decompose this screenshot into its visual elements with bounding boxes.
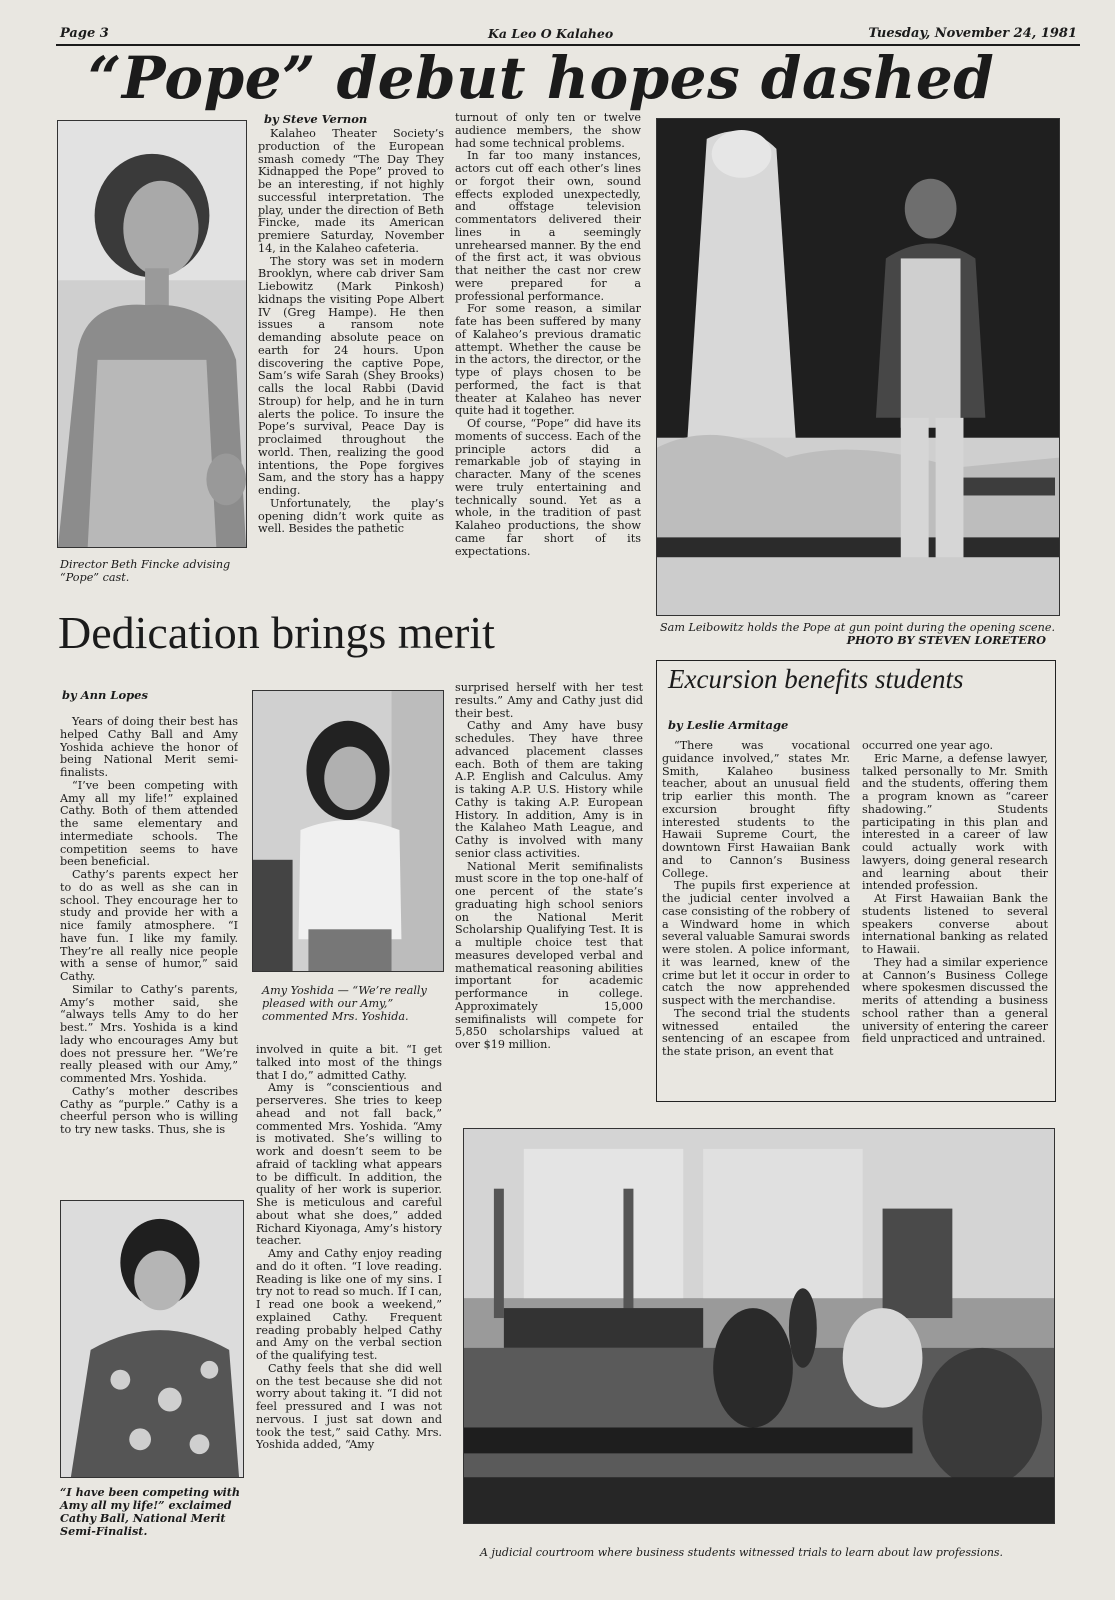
photo-credit: PHOTO BY STEVEN LORETERO (846, 633, 1046, 647)
amy-photo (252, 690, 444, 972)
merit-col2-p3: Amy and Cathy enjoy reading and do it often. “I love reading. Reading is like one of my sins. I try not to read so much. If I can, I read one book a weekend,” explained Cathy. Frequent reading probably helped Cathy and Amy on the verbal section of the qualifying test. (256, 1247, 442, 1362)
stage-photo (656, 118, 1060, 616)
merit-column-2 (256, 1044, 442, 1536)
pope-col1-p2: The story was set in modern Brooklyn, where cab driver Sam Liebowitz (Mark Pinkosh) kidnaps the visiting Pope Albert IV (Greg Hampe). He then issues a ransom note demanding absolute peace on earth for 24 hours. Upon discovering the captive Pope, Sam’s wife Sarah (Shey Brooks) calls the local Rabbi (David Stroup) for help, and he in turn alerts the police. To insure the Pope’s survival, Peace Day is proclaimed throughout the world. Then, realizing the good intentions, the Pope forgives Sam, and the story has a happy ending. (258, 254, 444, 497)
pope-col2-p3: For some reason, a similar fate has been suffered by many of Kalaheo’s previous dramatic attempt. Whether the cause be in the actors, the director, or the type of plays chosen to be performed, the fact is that theater at Kalaheo has never quite had it together. (455, 302, 641, 418)
pope-byline: by Steve Vernon (264, 112, 368, 126)
issue-date: Tuesday, November 24, 1981 (868, 26, 1077, 41)
merit-col1-p5: Cathy’s mother describes Cathy as “purple.” Cathy is a cheerful person who is willing to try new tasks. Thus, she is (60, 1084, 238, 1136)
excursion-col1-p3: The second trial the students witnessed entailed the sentencing of an escapee from the state prison, an event that (662, 1006, 850, 1058)
merit-col1-p4: Similar to Cathy’s parents, Amy’s mother said, she “always tells Amy to do her best.” Mrs. Yoshida is a kind lady who encourages Amy but does not pressure her. “We’re really pleased with our Amy,” commented Mrs. Yoshida. (60, 982, 238, 1085)
excursion-col2-p1: occurred one year ago. (862, 740, 994, 752)
pope-col2-p1: turnout of only ten or twelve audience members, the show had some technical problems. (455, 112, 641, 150)
excursion-headline: Excursion benefits students (668, 664, 964, 694)
director-photo-caption: Director Beth Fincke advising “Pope” cast. (60, 558, 231, 584)
merit-col1-p3: Cathy’s parents expect her to do as well as she can in school. They encourage her to study and provide her with a nice family atmosphere. “I have fun. I like my family. They’re all really nice people with a sense of humor,” said Cathy. (60, 868, 238, 983)
merit-col2-p1: involved in quite a bit. “I get talked into most of the things that I do,” admitted Cathy. (256, 1044, 442, 1082)
page-number: Page 3 (60, 26, 109, 41)
paper-name: Ka Leo O Kalaheo (488, 26, 614, 41)
pope-column-2 (455, 112, 641, 606)
merit-headline: Dedication brings merit (58, 607, 495, 658)
director-photo (57, 120, 247, 548)
pope-col2-p4: Of course, “Pope” did have its moments of success. Each of the principle actors did a remarkable job of staying in character. Many of the scenes were truly entertaining and technically sound. Yet as a whole, in the tradition of past Kalaheo productions, the show came far short of its expectations. (455, 417, 641, 558)
stage-caption-text: Sam Leibowitz holds the Pope at gun point during the opening scene. (660, 621, 1056, 634)
merit-col2-p4: Cathy feels that she did well on the test because she did not worry about taking it. “I did not feel pressured and I was not nervous. I just sat down and took the test,” said Cathy. Mrs. Yoshida added, “Amy (256, 1361, 442, 1452)
pope-col1-p3: Unfortunately, the play’s opening didn’t work quite as well. Besides the pathetic (258, 496, 444, 536)
stage-photo-caption (660, 621, 1060, 647)
cathy-photo (60, 1200, 244, 1478)
excursion-col2-p4: They had a similar experience at Cannon’s Business College where spokesmen discussed the merits of attending a business school rather than a general university of entering the career field unpracticed and untrained. (862, 955, 1048, 1046)
merit-col3-p2: Cathy and Amy have busy schedules. They have three advanced placement classes each. Both of them are taking A.P. English and Calculus. Amy is taking A.P. U.S. History while Cathy is taking A.P. European History. In addition, Amy is in the Kalaheo Math League, and Cathy is involved with many senior class activities. (455, 719, 643, 860)
merit-col3-p3: National Merit semifinalists must score in the top one-half of one percent of the state’s graduating high school seniors on the National Merit Scholarship Qualifying Test. It is a multiple choice test that measures developed verbal and mathematical reasoning abilities important for academic performance in college. Approximately 15,000 semifinalists will compete for 5,850 scholarships valued at over $19 million. (455, 859, 643, 1051)
merit-col3-p1: surprised herself with her test results.” Amy and Cathy just did their best. (455, 682, 643, 720)
merit-col1-p2: “I’ve been competing with Amy all my life!” explained Cathy. Both of them attended the same elementary and intermediate schools. The competition seems to have been beneficial. (60, 778, 238, 869)
merit-column-1 (60, 716, 238, 1168)
excursion-col2-p3: At First Hawaiian Bank the students listened to several speakers converse about international banking as related to Hawaii. (862, 892, 1048, 956)
merit-col2-p2: Amy is “conscientious and perserveres. She tries to keep ahead and not fall back,” commented Mrs. Yoshida. “Amy is motivated. She’s willing to work and doesn’t seem to be afraid of tackling what appears to be difficult. In addition, the quality of her work is superior. She is meticulous and careful about what she does,” added Richard Kiyonaga, Amy’s history teacher. (256, 1081, 442, 1248)
excursion-column-1 (662, 740, 850, 1096)
merit-column-3 (455, 682, 643, 1122)
pope-col1-p1: Kalaheo Theater Society’s production of the European smash comedy “The Day They Kidnapped the Pope” proved to be an interesting, if not highly successful interpretation. The play, under the direction of Beth Fincke, made its American premiere Saturday, November 14, in the Kalaheo cafeteria. (258, 128, 444, 255)
courtroom-photo-caption: A judicial courtroom where business students witnessed trials to learn about law professions. (480, 1546, 1004, 1559)
merit-byline: by Ann Lopes (62, 688, 148, 702)
pope-col2-p2: In far too many instances, actors cut off each other’s lines or forgot their own, sound effects exploded unexpectedly, and offstage television commentators delivered their lines in a seemingly unrehearsed manner. By the end of the first act, it was obvious that neither the cast nor crew were prepared for a professional performance. (455, 149, 641, 303)
pope-column-1 (258, 128, 444, 606)
excursion-column-2 (862, 740, 1048, 1096)
amy-photo-caption: Amy Yoshida — “We’re really pleased with our Amy,” commented Mrs. Yoshida. (262, 984, 427, 1023)
courtroom-photo (463, 1128, 1055, 1524)
excursion-col1-p2: The pupils first experience at the judicial center involved a case consisting of the robbery of a Windward home in which several valuable Samurai swords were stolen. A police informant, it was learned, knew of the crime but let it occur in order to catch the now apprehended suspect with the merchandise. (662, 879, 850, 1007)
excursion-col1-p1: “There was vocational guidance involved,” states Mr. Smith, Kalaheo business teacher, about an unusual field trip earlier this month. The excursion brought fifty interested students to the Hawaii Supreme Court, the downtown First Hawaiian Bank and to Cannon’s Business College. (662, 740, 850, 880)
excursion-byline: by Leslie Armitage (668, 718, 789, 732)
merit-col1-p1: Years of doing their best has helped Cathy Ball and Amy Yoshida achieve the honor of being National Merit semi-finalists. (60, 716, 238, 779)
excursion-col2-p2: Eric Marne, a defense lawyer, talked personally to Mr. Smith and the students, offering them a program known as “career shadowing.” Students participating in this plan and interested in a career of law could actually work with lawyers, doing general research and learning about their intended profession. (862, 751, 1048, 893)
cathy-photo-caption: “I have been competing with Amy all my life!” exclaimed Cathy Ball, National Merit Semi-Finalist. (60, 1485, 241, 1538)
pope-headline: “Pope” debut hopes dashed (88, 44, 995, 112)
